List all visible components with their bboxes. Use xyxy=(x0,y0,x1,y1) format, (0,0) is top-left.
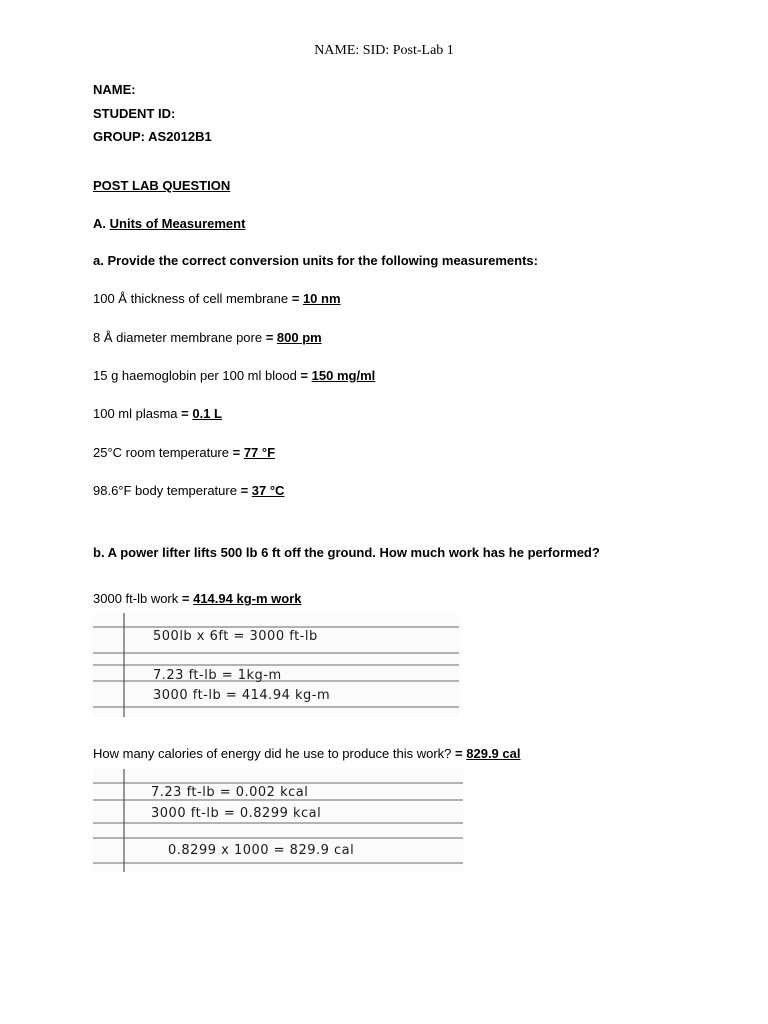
question-a: a. Provide the correct conversion units for the following measurements: xyxy=(93,253,538,268)
conversion-text: 100 Å thickness of cell membrane xyxy=(93,291,292,306)
section-a-prefix: A. xyxy=(93,216,110,231)
calorie-note-line: 7.23 ft-lb = 0.002 kcal xyxy=(151,785,309,800)
conversion-equals: = xyxy=(240,483,252,498)
student-id-label: STUDENT ID: xyxy=(93,106,176,121)
handwritten-work-image xyxy=(93,613,459,717)
calorie-equals: = xyxy=(455,746,467,761)
group-label: GROUP: AS2012B1 xyxy=(93,129,212,144)
conversion-equals: = xyxy=(265,330,277,345)
conversion-row xyxy=(93,445,275,461)
calorie-note-line: 3000 ft-lb = 0.8299 kcal xyxy=(151,806,322,821)
work-note-line: 500lb x 6ft = 3000 ft-lb xyxy=(153,629,318,644)
conversion-row xyxy=(93,406,222,422)
conversion-answer: 37 °C xyxy=(251,483,285,498)
conversion-row xyxy=(93,291,341,307)
conversion-row xyxy=(93,330,322,346)
conversion-text: 98.6°F body temperature xyxy=(93,483,241,498)
conversion-equals: = xyxy=(300,368,312,383)
conversion-text: 8 Å diameter membrane pore xyxy=(93,330,266,345)
section-a-heading xyxy=(93,216,245,232)
work-answer-line xyxy=(93,591,301,607)
conversion-answer: 800 pm xyxy=(276,330,322,345)
name-label: NAME: xyxy=(93,82,136,97)
conversion-equals: = xyxy=(291,291,303,306)
conversion-answer: 77 °F xyxy=(243,445,276,460)
conversion-text: 15 g haemoglobin per 100 ml blood xyxy=(93,368,301,383)
conversion-answer: 10 nm xyxy=(302,291,341,306)
section-a-title: Units of Measurement xyxy=(109,216,246,231)
calorie-question-line xyxy=(93,746,520,762)
calorie-answer: 829.9 cal xyxy=(466,746,521,761)
question-b: b. A power lifter lifts 500 lb 6 ft off the ground. How much work has he performed? xyxy=(93,545,600,560)
page-header: NAME: SID: Post-Lab 1 xyxy=(314,43,454,58)
work-answer-equals: = xyxy=(181,591,194,606)
conversion-answer: 150 mg/ml xyxy=(311,368,376,383)
conversion-text: 25°C room temperature xyxy=(93,445,233,460)
work-note-line: 3000 ft-lb = 414.94 kg-m xyxy=(153,688,331,703)
conversion-row xyxy=(93,368,375,384)
calorie-note-line: 0.8299 x 1000 = 829.9 cal xyxy=(168,843,355,858)
work-answer-text: 3000 ft-lb work xyxy=(93,591,182,606)
calorie-question-text: How many calories of energy did he use to produce this work? xyxy=(93,746,456,761)
conversion-equals: = xyxy=(232,445,244,460)
handwritten-calorie-image xyxy=(93,769,463,872)
work-answer-value: 414.94 kg-m work xyxy=(193,591,302,606)
conversion-row xyxy=(93,483,284,499)
conversion-equals: = xyxy=(181,406,193,421)
conversion-answer: 0.1 L xyxy=(192,406,222,421)
conversion-text: 100 ml plasma xyxy=(93,406,182,421)
work-note-line: 7.23 ft-lb = 1kg-m xyxy=(153,668,282,683)
section-title: POST LAB QUESTION xyxy=(93,178,231,193)
